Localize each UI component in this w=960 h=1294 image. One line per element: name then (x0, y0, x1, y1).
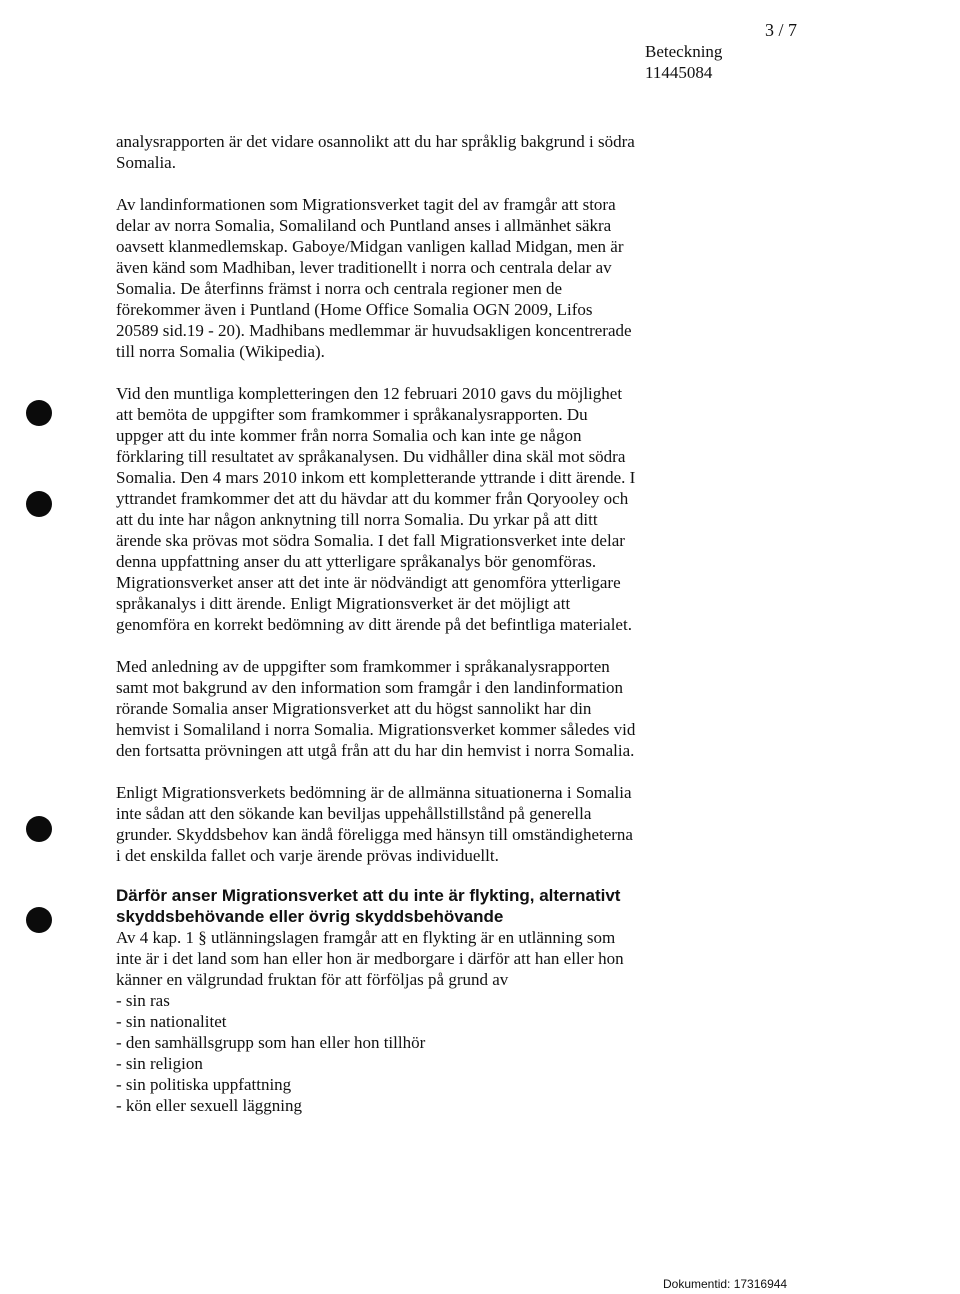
refugee-section (116, 885, 836, 1116)
punch-hole (26, 816, 52, 842)
list-item: - den samhällsgrupp som han eller hon tillhör (116, 1033, 426, 1052)
list-item: - sin nationalitet (116, 1012, 227, 1031)
punch-hole (26, 491, 52, 517)
reference-label: Beteckning (645, 42, 723, 61)
paragraph-general-situation: Enligt Migrationsverkets bedömning är de allmänna situationerna i Somalia inte sådan att den sökande kan beviljas uppehållstillstånd på generella grunder. Skyddsbehov kan ändå föreligga med hänsyn till omständigheterna i det enskilda fallet och varje ärende prövas individuellt. (116, 783, 633, 865)
paragraph-oral-supplement: Vid den muntliga kompletteringen den 12 februari 2010 gavs du möjlighet att bemöta de uppgifter som framkommer i språkanalysrapporten. Du uppger att du inte kommer från norra Somalia och kan inte ge någon förklaring till resultatet av språkanalysen. Du vidhåller dina skäl mot södra Somalia. Den 4 mars 2010 inkom ett kompletterande yttrande i ditt ärende. I yttrandet framkommer det att du hävdar att du kommer från Qoryooley och att du inte har någon anknytning till norra Somalia. Du yrkar på att ditt ärende ska prövas mot södra Somalia. I det fall Migrationsverket inte delar denna uppfattning anser du att ytterligare språkanalys bör genomföras. Migrationsverket anser att det inte är nödvändigt att genomföra ytterligare språkanalys i ditt ärende. Enligt Migrationsverket är det möjligt att genomföra en korrekt bedömning av ditt ärende på det befintliga materialet. (116, 384, 636, 634)
reference-number: 11445084 (645, 63, 713, 82)
persecution-grounds-list (116, 990, 836, 1116)
punch-hole (26, 400, 52, 426)
section-intro: Av 4 kap. 1 § utlänningslagen framgår att en flykting är en utlänning som inte är i det land som han eller hon är medborgare i därför att han eller hon känner en välgrundad fruktan för att förföljas på grund av (116, 928, 624, 989)
list-item: - sin ras (116, 991, 170, 1010)
list-item: - sin politiska uppfattning (116, 1075, 292, 1094)
document-body (116, 131, 836, 1116)
paragraph-residence-assessment: Med anledning av de uppgifter som framkommer i språkanalysrapporten samt mot bakgrund av den information som framgår i den landinformation rörande Somalia anser Migrationsverket att du högst sannolikt har din hemvist i Somaliland i norra Somalia. Migrationsverket kommer således vid den fortsatta prövningen att utgå från att du har din hemvist i norra Somalia. (116, 657, 636, 760)
paragraph-language-analysis: analysrapporten är det vidare osannolikt att du har språklig bakgrund i södra Somalia. (116, 132, 635, 172)
punch-hole (26, 907, 52, 933)
page-number: 3 / 7 (765, 20, 798, 40)
document-id: Dokumentid: 17316944 (663, 1277, 788, 1291)
list-item: - sin religion (116, 1054, 203, 1073)
document-header (645, 41, 722, 83)
paragraph-country-information: Av landinformationen som Migrationsverket tagit del av framgår att stora delar av norra Somalia, Somaliland och Puntland anses i allmänhet säkra oavsett klanmedlemskap. Gaboye/Midgan vanligen kallad Midgan, men är även känd som Madhiban, lever traditionellt i norra och centrala delar av Somalia. De återfinns främst i norra och centrala regioner men de förekommer även i Puntland (Home Office Somalia OGN 2009, Lifos 20589 sid.19 - 20). Madhibans medlemmar är huvudsakligen koncentrerade till norra Somalia (Wikipedia). (116, 195, 632, 361)
list-item: - kön eller sexuell läggning (116, 1096, 303, 1115)
section-heading: Därför anser Migrationsverket att du inte är flykting, alternativt skyddsbehövande eller övrig skyddsbehövande (116, 886, 621, 926)
